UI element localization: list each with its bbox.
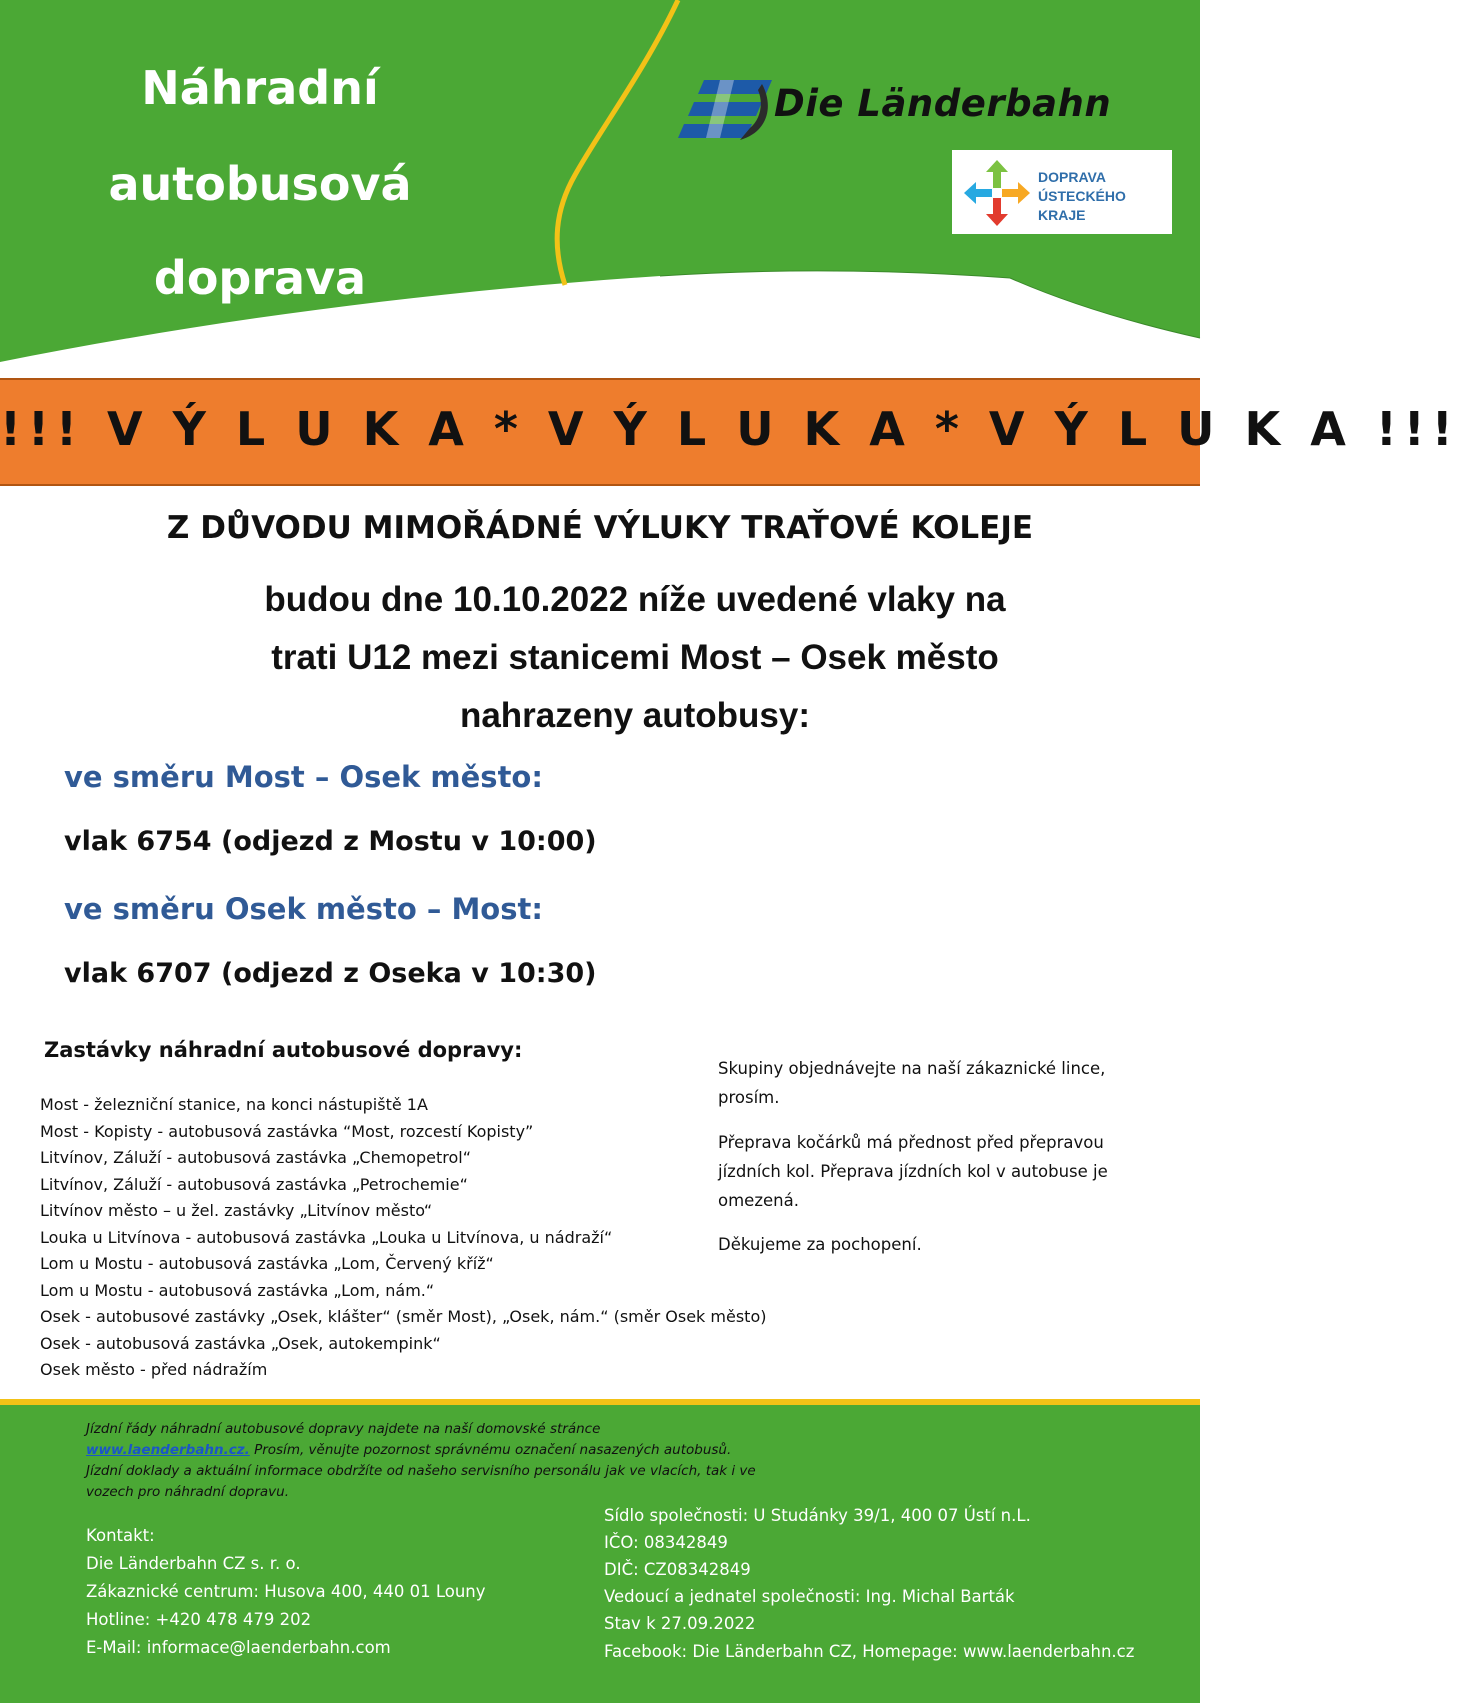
title-line-3: doprava — [153, 251, 367, 305]
note-thanks: Děkujeme za pochopení. — [718, 1235, 922, 1254]
brand-logo — [676, 76, 1176, 156]
footer-info-before: Jízdní řády náhradní autobusové dopravy najdete na naší domovské stránce — [86, 1421, 601, 1437]
train-line-1: vlak 6754 (odjezd z Mostu v 10:00) — [64, 826, 597, 857]
footer-info-after: Prosím, věnujte pozornost správnému označení nasazených autobusů. Jízdní doklady a aktuální informace obdržíte od našeho servisního personálu jak ve vlacích, tak i ve vozech pro náhradní dopravu. — [86, 1442, 756, 1500]
stop-item: Lom u Mostu - autobusová zastávka „Lom, nám.“ — [40, 1280, 435, 1300]
stop-item: Litvínov město – u žel. zastávky „Litvínov město“ — [40, 1201, 433, 1220]
stop-item: Most - Kopisty - autobusová zastávka “Most, rozcestí Kopisty” — [40, 1121, 534, 1141]
note-prams: Přeprava kočárků má přednost před přepravou jízdních kol. Přeprava jízdních kol v autobuse je omezená. — [718, 1133, 1108, 1210]
closure-banner-text: !!! V Ý L U K A * V Ý L U K A * V Ý L U K A !!! — [0, 402, 1460, 456]
homepage-link[interactable]: www.laenderbahn.cz. — [86, 1442, 250, 1458]
company-seat: Sídlo společnosti: U Studánky 39/1, 400 07 Ústí n.L. — [604, 1506, 1031, 1525]
company-date: Stav k 27.09.2022 — [604, 1614, 756, 1633]
train-line-2: vlak 6707 (odjezd z Oseka v 10:30) — [64, 958, 597, 989]
laenderbahn-logo-icon — [676, 76, 776, 144]
brand-name: Die Länderbahn — [774, 82, 1112, 125]
partner-logo — [952, 150, 1172, 234]
direction-heading-2: ve směru Osek město – Most: — [64, 892, 543, 926]
note-groups: Skupiny objednávejte na naší zákaznické lince, prosím. — [718, 1059, 1106, 1107]
title-line-1: Náhradní — [141, 61, 379, 115]
partner-line-2: ÚSTECKÉHO — [1038, 188, 1126, 204]
stop-item: Osek - autobusová zastávka „Osek, autokempink“ — [40, 1333, 441, 1353]
stop-item: Lom u Mostu - autobusová zastávka „Lom, Červený kříž“ — [40, 1254, 494, 1273]
stop-item: Louka u Litvínova - autobusová zastávka „Louka u Litvínova, u nádraží“ — [40, 1227, 613, 1247]
partner-line-3: KRAJE — [1038, 207, 1086, 223]
contact-center: Zákaznické centrum: Husova 400, 440 01 Louny — [86, 1582, 486, 1601]
footer — [0, 1399, 1200, 1703]
company-ico: IČO: 08342849 — [604, 1533, 728, 1552]
direction-heading-1: ve směru Most – Osek město: — [64, 760, 543, 794]
footer-info — [86, 1419, 766, 1503]
partner-line-1: DOPRAVA — [1038, 169, 1106, 185]
stops-heading: Zastávky náhradní autobusové dopravy: — [44, 1038, 523, 1062]
stop-item: Osek město - před nádražím — [40, 1360, 268, 1379]
intro-line-1: budou dne 10.10.2022 níže uvedené vlaky na — [264, 580, 1006, 619]
company-social: Facebook: Die Länderbahn CZ, Homepage: www.laenderbahn.cz — [604, 1642, 1135, 1661]
contact-heading: Kontakt: — [86, 1526, 155, 1545]
stop-item: Most - železniční stanice, na konci nástupiště 1A — [40, 1095, 428, 1114]
arrows-cross-icon — [962, 158, 1032, 228]
company-dic: DIČ: CZ08342849 — [604, 1560, 751, 1579]
stops-list — [40, 1092, 766, 1384]
contact-hotline: Hotline: +420 478 479 202 — [86, 1610, 312, 1629]
intro-line-2: trati U12 mezi stanicemi Most – Osek město — [271, 638, 999, 677]
title-line-2: autobusová — [108, 157, 412, 211]
stop-item: Litvínov, Záluží - autobusová zastávka „Petrochemie“ — [40, 1174, 468, 1194]
contact-company: Die Länderbahn CZ s. r. o. — [86, 1554, 301, 1573]
closure-reason: Z DŮVODU MIMOŘÁDNÉ VÝLUKY TRAŤOVÉ KOLEJE — [166, 510, 1034, 546]
intro-line-3: nahrazeny autobusy: — [459, 696, 811, 735]
stop-item: Osek - autobusové zastávky „Osek, klášter“ (směr Most), „Osek, nám.“ (směr Osek město) — [40, 1307, 767, 1326]
stop-item: Litvínov, Záluží - autobusová zastávka „Chemopetrol“ — [40, 1148, 471, 1167]
company-director: Vedoucí a jednatel společnosti: Ing. Michal Barták — [604, 1587, 1015, 1606]
contact-email: E-Mail: informace@laenderbahn.com — [86, 1638, 391, 1657]
closure-banner — [0, 378, 1460, 486]
